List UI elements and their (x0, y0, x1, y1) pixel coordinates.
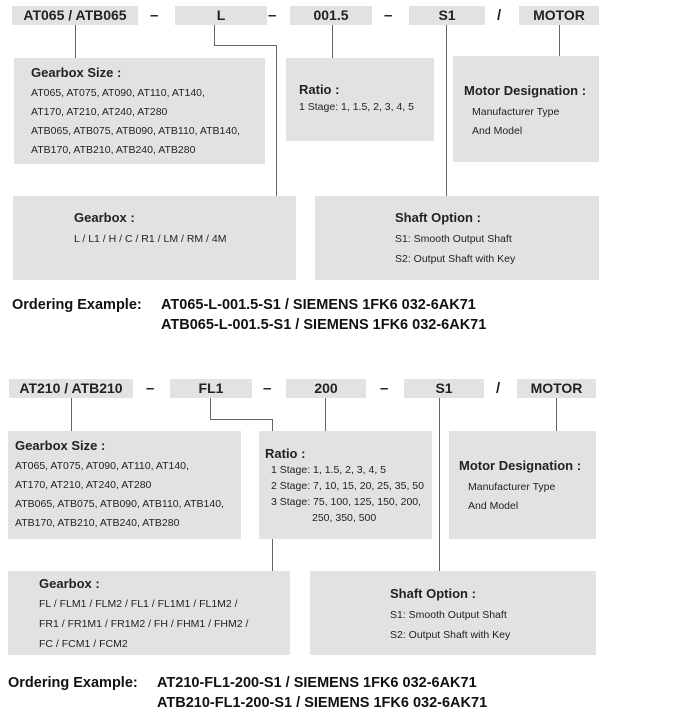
gearbox-size-box (8, 431, 241, 539)
ratio-title: Ratio : (299, 82, 340, 97)
connector-line (214, 25, 215, 45)
gearbox-type-title: Gearbox : (74, 210, 135, 225)
gearbox-size-line: AT170, AT210, AT240, AT280 (31, 106, 168, 118)
ratio-line: 250, 350, 500 (312, 512, 377, 524)
separator-dash: – (380, 380, 389, 397)
ratio-box (286, 58, 434, 141)
separator-dash: – (150, 7, 159, 24)
motor-designation-line: And Model (472, 125, 523, 137)
shaft-code-field: S1 (404, 379, 484, 398)
connector-line (214, 45, 276, 46)
connector-line (325, 398, 326, 431)
gearbox-type-line: FC / FCM1 / FCM2 (39, 638, 128, 650)
motor-designation-title: Motor Designation : (459, 458, 582, 473)
gearbox-type-box (8, 571, 290, 655)
gearbox-size-line: ATB065, ATB075, ATB090, ATB110, ATB140, (15, 498, 224, 510)
ratio-line: 2 Stage: 7, 10, 15, 20, 25, 35, 50 (271, 480, 424, 492)
ratio-box (259, 431, 432, 539)
connector-line (210, 398, 211, 419)
gearbox-type-title: Gearbox : (39, 576, 100, 591)
gearbox-size-line: ATB065, ATB075, ATB090, ATB110, ATB140, (31, 125, 240, 137)
gearbox-type-line: L / L1 / H / C / R1 / LM / RM / 4M (74, 233, 227, 245)
motor-designation-line: Manufacturer Type (472, 106, 560, 118)
ratio-line: 3 Stage: 75, 100, 125, 150, 200, (271, 496, 422, 508)
gearbox-size-title: Gearbox Size : (15, 438, 106, 453)
ordering-example-line: AT210-FL1-200-S1 / SIEMENS 1FK6 032-6AK71 (157, 675, 477, 691)
separator-dash: – (263, 380, 272, 397)
gearbox-size-line: ATB170, ATB210, ATB240, ATB280 (31, 144, 196, 156)
shaft-option-title: Shaft Option : (395, 210, 481, 225)
gearbox-size-title: Gearbox Size : (31, 65, 122, 80)
motor-code-field: MOTOR (519, 6, 599, 25)
gearbox-type-line: FL / FLM1 / FLM2 / FL1 / FL1M1 / FL1M2 / (39, 598, 238, 610)
connector-line (276, 45, 277, 196)
gearbox-type-box (13, 196, 296, 280)
shaft-code-field: S1 (409, 6, 485, 25)
motor-designation-box (449, 431, 596, 539)
ordering-example-line: ATB065-L-001.5-S1 / SIEMENS 1FK6 032-6AK71 (161, 317, 487, 333)
motor-designation-box (453, 56, 599, 162)
ratio-line: 1 Stage: 1, 1.5, 2, 3, 4, 5 (299, 101, 414, 113)
connector-line (332, 25, 333, 58)
motor-code-field: MOTOR (517, 379, 596, 398)
gearbox-type-line: FR1 / FR1M1 / FR1M2 / FH / FHM1 / FHM2 / (39, 618, 249, 630)
gearbox-code-field: FL1 (170, 379, 252, 398)
connector-line (75, 25, 76, 58)
shaft-option-line: S2: Output Shaft with Key (395, 253, 516, 265)
ratio-title: Ratio : (265, 446, 306, 461)
connector-line (446, 25, 447, 196)
motor-designation-line: Manufacturer Type (468, 481, 556, 493)
separator-dash: – (146, 380, 155, 397)
connector-line (556, 398, 557, 431)
shaft-option-line: S1: Smooth Output Shaft (390, 609, 507, 621)
connector-line (71, 398, 72, 431)
model-code-field: AT210 / ATB210 (9, 379, 133, 398)
motor-designation-title: Motor Designation : (464, 83, 587, 98)
model-code-field: AT065 / ATB065 (12, 6, 138, 25)
ratio-code-field: 001.5 (290, 6, 372, 25)
connector-line (210, 419, 272, 420)
separator-dash: – (268, 7, 277, 24)
ratio-code-field: 200 (286, 379, 366, 398)
gearbox-size-line: AT065, AT075, AT090, AT110, AT140, (31, 87, 205, 99)
ordering-example-label: Ordering Example: (12, 297, 142, 313)
connector-line (439, 398, 440, 571)
shaft-option-box (315, 196, 599, 280)
gearbox-size-line: ATB170, ATB210, ATB240, ATB280 (15, 517, 180, 529)
ordering-example-line: AT065-L-001.5-S1 / SIEMENS 1FK6 032-6AK71 (161, 297, 476, 313)
ratio-line: 1 Stage: 1, 1.5, 2, 3, 4, 5 (271, 464, 386, 476)
separator-dash: – (384, 7, 393, 24)
separator-slash: / (497, 7, 502, 24)
shaft-option-line: S2: Output Shaft with Key (390, 629, 511, 641)
ordering-example-label: Ordering Example: (8, 675, 138, 691)
connector-line (559, 25, 560, 56)
gearbox-size-box (14, 58, 265, 164)
shaft-option-line: S1: Smooth Output Shaft (395, 233, 512, 245)
motor-designation-line: And Model (468, 500, 519, 512)
ordering-example-line: ATB210-FL1-200-S1 / SIEMENS 1FK6 032-6AK71 (157, 695, 488, 711)
separator-slash: / (496, 380, 501, 397)
gearbox-size-line: AT065, AT075, AT090, AT110, AT140, (15, 460, 189, 472)
shaft-option-box (310, 571, 596, 655)
gearbox-size-line: AT170, AT210, AT240, AT280 (15, 479, 152, 491)
gearbox-code-field: L (175, 6, 267, 25)
shaft-option-title: Shaft Option : (390, 586, 476, 601)
